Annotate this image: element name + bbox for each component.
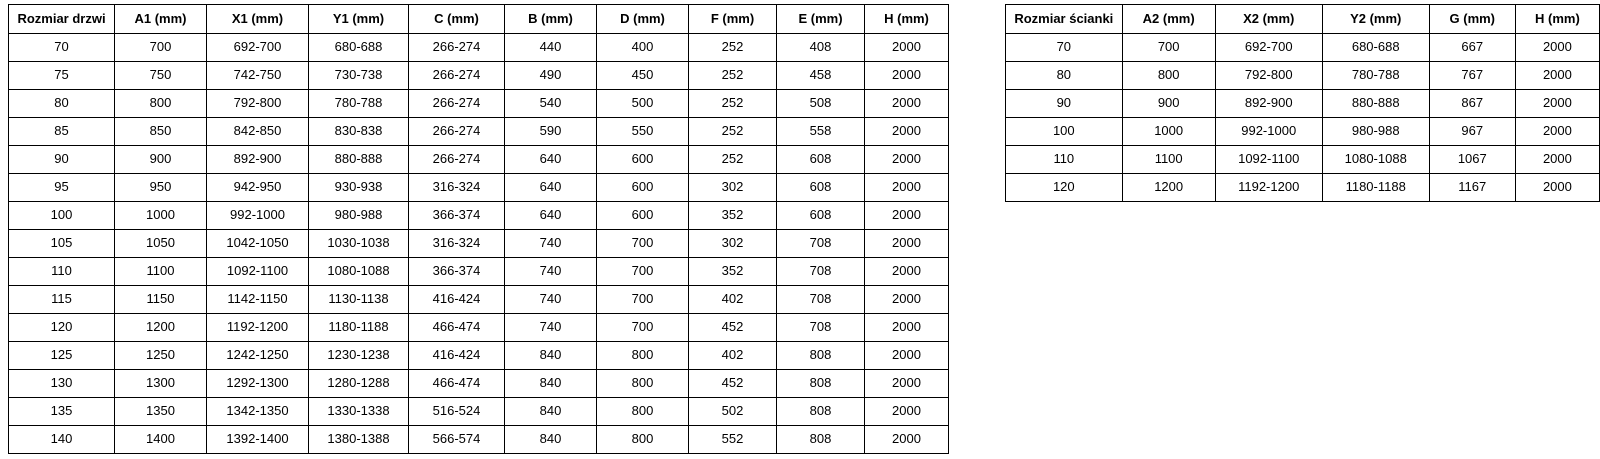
cell: 1250	[115, 342, 207, 370]
cell: 1292-1300	[207, 370, 309, 398]
cell: 700	[597, 258, 689, 286]
cell: 110	[9, 258, 115, 286]
cell: 880-888	[309, 146, 409, 174]
cell: 2000	[865, 286, 949, 314]
cell: 800	[597, 398, 689, 426]
cell: 1200	[115, 314, 207, 342]
cell: 2000	[1515, 34, 1599, 62]
cell: 700	[597, 314, 689, 342]
cell: 780-788	[1322, 62, 1429, 90]
cell: 458	[777, 62, 865, 90]
table-row	[9, 202, 949, 230]
cell: 1230-1238	[309, 342, 409, 370]
cell: 2000	[865, 370, 949, 398]
cell: 366-374	[409, 202, 505, 230]
cell: 140	[9, 426, 115, 454]
cell: 1130-1138	[309, 286, 409, 314]
cell: 1100	[1122, 146, 1215, 174]
column-header-h: H (mm)	[865, 5, 949, 34]
cell: 992-1000	[1215, 118, 1322, 146]
doors-table-header	[9, 5, 949, 34]
cell: 316-324	[409, 174, 505, 202]
cell: 2000	[1515, 146, 1599, 174]
cell: 700	[1122, 34, 1215, 62]
cell: 1167	[1429, 174, 1515, 202]
cell: 490	[505, 62, 597, 90]
cell: 808	[777, 370, 865, 398]
cell: 2000	[865, 426, 949, 454]
cell: 780-788	[309, 90, 409, 118]
cell: 842-850	[207, 118, 309, 146]
cell: 1067	[1429, 146, 1515, 174]
cell: 466-474	[409, 370, 505, 398]
table-row	[9, 426, 949, 454]
cell: 808	[777, 398, 865, 426]
cell: 930-938	[309, 174, 409, 202]
cell: 900	[115, 146, 207, 174]
cell: 416-424	[409, 342, 505, 370]
cell: 366-374	[409, 258, 505, 286]
cell: 1180-1188	[1322, 174, 1429, 202]
cell: 900	[1122, 90, 1215, 118]
cell: 85	[9, 118, 115, 146]
cell: 516-524	[409, 398, 505, 426]
cell: 808	[777, 342, 865, 370]
walls-dimensions-table-container	[1005, 4, 1600, 202]
table-row	[9, 62, 949, 90]
cell: 452	[689, 314, 777, 342]
cell: 2000	[865, 34, 949, 62]
cell: 70	[9, 34, 115, 62]
cell: 800	[597, 426, 689, 454]
cell: 408	[777, 34, 865, 62]
cell: 2000	[865, 62, 949, 90]
cell: 2000	[1515, 174, 1599, 202]
cell: 680-688	[1322, 34, 1429, 62]
cell: 1092-1100	[207, 258, 309, 286]
cell: 700	[597, 230, 689, 258]
cell: 692-700	[207, 34, 309, 62]
table-row	[1006, 34, 1600, 62]
cell: 2000	[1515, 90, 1599, 118]
column-header-wall-size: Rozmiar ścianki	[1006, 5, 1123, 34]
cell: 1150	[115, 286, 207, 314]
cell: 100	[1006, 118, 1123, 146]
cell: 2000	[865, 342, 949, 370]
cell: 90	[9, 146, 115, 174]
cell: 808	[777, 426, 865, 454]
cell: 120	[9, 314, 115, 342]
cell: 80	[9, 90, 115, 118]
cell: 942-950	[207, 174, 309, 202]
column-header-y1: Y1 (mm)	[309, 5, 409, 34]
cell: 792-800	[207, 90, 309, 118]
cell: 508	[777, 90, 865, 118]
table-row	[9, 34, 949, 62]
doors-table-body	[9, 34, 949, 454]
cell: 600	[597, 202, 689, 230]
cell: 708	[777, 314, 865, 342]
cell: 540	[505, 90, 597, 118]
cell: 70	[1006, 34, 1123, 62]
cell: 558	[777, 118, 865, 146]
cell: 590	[505, 118, 597, 146]
cell: 740	[505, 286, 597, 314]
cell: 80	[1006, 62, 1123, 90]
cell: 1000	[115, 202, 207, 230]
cell: 402	[689, 342, 777, 370]
cell: 950	[115, 174, 207, 202]
cell: 830-838	[309, 118, 409, 146]
cell: 867	[1429, 90, 1515, 118]
cell: 840	[505, 342, 597, 370]
column-header-y2: Y2 (mm)	[1322, 5, 1429, 34]
cell: 600	[597, 174, 689, 202]
cell: 115	[9, 286, 115, 314]
cell: 1280-1288	[309, 370, 409, 398]
table-row	[9, 370, 949, 398]
cell: 266-274	[409, 146, 505, 174]
cell: 566-574	[409, 426, 505, 454]
cell: 640	[505, 174, 597, 202]
cell: 1042-1050	[207, 230, 309, 258]
cell: 1392-1400	[207, 426, 309, 454]
table-header-row	[1006, 5, 1600, 34]
cell: 2000	[865, 398, 949, 426]
column-header-a1: A1 (mm)	[115, 5, 207, 34]
column-header-door-size: Rozmiar drzwi	[9, 5, 115, 34]
cell: 640	[505, 146, 597, 174]
cell: 552	[689, 426, 777, 454]
cell: 1192-1200	[207, 314, 309, 342]
cell: 400	[597, 34, 689, 62]
cell: 1142-1150	[207, 286, 309, 314]
table-row	[9, 174, 949, 202]
cell: 708	[777, 258, 865, 286]
cell: 95	[9, 174, 115, 202]
table-row	[1006, 62, 1600, 90]
cell: 708	[777, 230, 865, 258]
cell: 2000	[865, 202, 949, 230]
column-header-h: H (mm)	[1515, 5, 1599, 34]
cell: 266-274	[409, 34, 505, 62]
cell: 502	[689, 398, 777, 426]
cell: 135	[9, 398, 115, 426]
cell: 967	[1429, 118, 1515, 146]
doors-dimensions-table-container	[8, 4, 949, 454]
cell: 110	[1006, 146, 1123, 174]
cell: 1000	[1122, 118, 1215, 146]
cell: 608	[777, 174, 865, 202]
cell: 352	[689, 258, 777, 286]
column-header-g: G (mm)	[1429, 5, 1515, 34]
cell: 800	[597, 370, 689, 398]
cell: 416-424	[409, 286, 505, 314]
cell: 302	[689, 174, 777, 202]
cell: 125	[9, 342, 115, 370]
cell: 75	[9, 62, 115, 90]
cell: 105	[9, 230, 115, 258]
column-header-e: E (mm)	[777, 5, 865, 34]
cell: 742-750	[207, 62, 309, 90]
cell: 450	[597, 62, 689, 90]
cell: 700	[597, 286, 689, 314]
cell: 608	[777, 202, 865, 230]
cell: 2000	[865, 118, 949, 146]
cell: 466-474	[409, 314, 505, 342]
cell: 302	[689, 230, 777, 258]
cell: 600	[597, 146, 689, 174]
cell: 1092-1100	[1215, 146, 1322, 174]
cell: 2000	[865, 314, 949, 342]
cell: 2000	[865, 258, 949, 286]
cell: 730-738	[309, 62, 409, 90]
cell: 1350	[115, 398, 207, 426]
cell: 2000	[865, 230, 949, 258]
cell: 120	[1006, 174, 1123, 202]
cell: 892-900	[1215, 90, 1322, 118]
cell: 680-688	[309, 34, 409, 62]
table-row	[1006, 174, 1600, 202]
cell: 740	[505, 230, 597, 258]
cell: 316-324	[409, 230, 505, 258]
cell: 2000	[865, 90, 949, 118]
cell: 792-800	[1215, 62, 1322, 90]
cell: 452	[689, 370, 777, 398]
table-row	[9, 146, 949, 174]
table-row	[9, 90, 949, 118]
cell: 2000	[865, 146, 949, 174]
cell: 1380-1388	[309, 426, 409, 454]
cell: 800	[115, 90, 207, 118]
cell: 1192-1200	[1215, 174, 1322, 202]
column-header-x2: X2 (mm)	[1215, 5, 1322, 34]
column-header-c: C (mm)	[409, 5, 505, 34]
cell: 402	[689, 286, 777, 314]
cell: 1080-1088	[1322, 146, 1429, 174]
table-row	[9, 314, 949, 342]
cell: 980-988	[309, 202, 409, 230]
cell: 2000	[1515, 62, 1599, 90]
cell: 550	[597, 118, 689, 146]
cell: 266-274	[409, 118, 505, 146]
cell: 1330-1338	[309, 398, 409, 426]
cell: 352	[689, 202, 777, 230]
cell: 800	[597, 342, 689, 370]
column-header-a2: A2 (mm)	[1122, 5, 1215, 34]
cell: 700	[115, 34, 207, 62]
cell: 252	[689, 90, 777, 118]
cell: 252	[689, 118, 777, 146]
cell: 2000	[1515, 118, 1599, 146]
cell: 992-1000	[207, 202, 309, 230]
cell: 692-700	[1215, 34, 1322, 62]
cell: 800	[1122, 62, 1215, 90]
cell: 130	[9, 370, 115, 398]
cell: 1050	[115, 230, 207, 258]
column-header-x1: X1 (mm)	[207, 5, 309, 34]
cell: 640	[505, 202, 597, 230]
cell: 1242-1250	[207, 342, 309, 370]
column-header-d: D (mm)	[597, 5, 689, 34]
table-row	[9, 258, 949, 286]
cell: 500	[597, 90, 689, 118]
cell: 740	[505, 258, 597, 286]
column-header-b: B (mm)	[505, 5, 597, 34]
cell: 767	[1429, 62, 1515, 90]
table-row	[9, 286, 949, 314]
cell: 440	[505, 34, 597, 62]
cell: 880-888	[1322, 90, 1429, 118]
cell: 252	[689, 34, 777, 62]
cell: 90	[1006, 90, 1123, 118]
walls-table-header	[1006, 5, 1600, 34]
cell: 266-274	[409, 90, 505, 118]
cell: 100	[9, 202, 115, 230]
table-row	[9, 342, 949, 370]
cell: 750	[115, 62, 207, 90]
cell: 980-988	[1322, 118, 1429, 146]
cell: 1400	[115, 426, 207, 454]
cell: 1180-1188	[309, 314, 409, 342]
doors-dimensions-table	[8, 4, 949, 454]
table-row	[1006, 146, 1600, 174]
column-header-f: F (mm)	[689, 5, 777, 34]
cell: 1300	[115, 370, 207, 398]
cell: 708	[777, 286, 865, 314]
cell: 1342-1350	[207, 398, 309, 426]
table-row	[1006, 118, 1600, 146]
cell: 840	[505, 426, 597, 454]
walls-dimensions-table	[1005, 4, 1600, 202]
walls-table-body	[1006, 34, 1600, 202]
cell: 850	[115, 118, 207, 146]
cell: 892-900	[207, 146, 309, 174]
cell: 667	[1429, 34, 1515, 62]
table-row	[9, 398, 949, 426]
cell: 252	[689, 62, 777, 90]
table-row	[1006, 90, 1600, 118]
cell: 2000	[865, 174, 949, 202]
table-row	[9, 118, 949, 146]
cell: 1080-1088	[309, 258, 409, 286]
cell: 740	[505, 314, 597, 342]
table-row	[9, 230, 949, 258]
cell: 1030-1038	[309, 230, 409, 258]
cell: 608	[777, 146, 865, 174]
cell: 1100	[115, 258, 207, 286]
table-header-row	[9, 5, 949, 34]
cell: 266-274	[409, 62, 505, 90]
cell: 1200	[1122, 174, 1215, 202]
cell: 840	[505, 370, 597, 398]
cell: 840	[505, 398, 597, 426]
cell: 252	[689, 146, 777, 174]
